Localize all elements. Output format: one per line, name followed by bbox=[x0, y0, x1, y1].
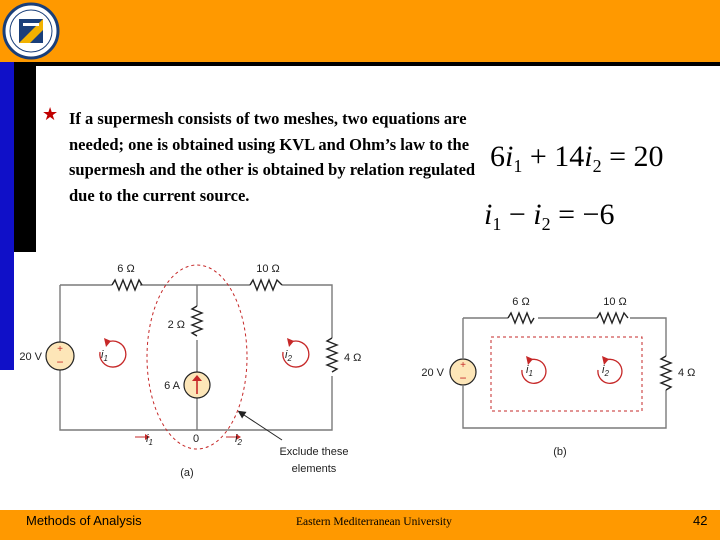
page-number: 42 bbox=[693, 513, 708, 528]
label-4ohm-b: 4 Ω bbox=[678, 367, 696, 379]
annotation-line1: Exclude these bbox=[279, 446, 349, 458]
eq1-var2: i bbox=[584, 140, 593, 173]
label-6ohm-b: 6 Ω bbox=[512, 296, 530, 308]
eq2-var2: i bbox=[533, 198, 542, 231]
label-i1-b-sub: 1 bbox=[528, 369, 533, 378]
svg-text:+: + bbox=[57, 344, 63, 355]
eq2-sub2: 2 bbox=[541, 214, 551, 234]
eq2-var1: i bbox=[484, 198, 493, 231]
left-shadow-bar bbox=[14, 66, 36, 260]
star-bullet-icon: ★ bbox=[42, 104, 59, 124]
bullet-text: If a supermesh consists of two meshes, two equations are needed; one is obtained using KVL and Ohm’s law to the supermesh and the other is obtained by relation regulated due to the current source. bbox=[69, 109, 476, 205]
label-i1-a-sub: 1 bbox=[103, 354, 108, 363]
footer-center-text: Eastern Mediterranean University bbox=[296, 516, 452, 528]
label-6ohm-a: 6 Ω bbox=[117, 263, 135, 275]
eq1-rhs: = 20 bbox=[601, 140, 664, 173]
label-i1-a: i bbox=[101, 349, 104, 361]
label-bottom-i2: i bbox=[235, 433, 238, 445]
label-10ohm-a: 10 Ω bbox=[256, 263, 280, 275]
label-10ohm-b: 10 Ω bbox=[603, 296, 627, 308]
svg-text:−: − bbox=[459, 371, 467, 385]
label-2ohm-a: 2 Ω bbox=[167, 319, 185, 331]
left-accent-bar bbox=[0, 62, 14, 370]
equation-2 bbox=[484, 198, 614, 235]
label-20v-b: 20 V bbox=[421, 367, 444, 379]
eq1-sub2: 2 bbox=[592, 156, 602, 176]
eq2-sub1: 1 bbox=[492, 214, 502, 234]
eq1-sub1: 1 bbox=[513, 156, 523, 176]
eq1-coef2: 14 bbox=[554, 140, 585, 173]
equation-1 bbox=[490, 140, 664, 177]
label-node-0: 0 bbox=[193, 433, 200, 445]
label-i2-a: i bbox=[285, 349, 288, 361]
label-i2-b-sub: 2 bbox=[604, 369, 609, 378]
label-bottom-i1-sub: 1 bbox=[148, 438, 153, 447]
label-6a: 6 A bbox=[164, 380, 180, 392]
label-i2-b: i bbox=[602, 364, 605, 376]
header-bar bbox=[0, 0, 720, 62]
annotation-line2: elements bbox=[291, 463, 337, 475]
footer-left-text: Methods of Analysis bbox=[26, 513, 142, 528]
eq1-coef1: 6 bbox=[490, 140, 505, 173]
svg-text:+: + bbox=[460, 360, 466, 371]
caption-a: (a) bbox=[180, 467, 194, 479]
caption-b: (b) bbox=[553, 446, 567, 458]
label-i2-a-sub: 2 bbox=[287, 354, 292, 363]
label-i1-b: i bbox=[526, 364, 529, 376]
eq1-op: + bbox=[522, 140, 555, 173]
svg-text:−: − bbox=[56, 355, 64, 369]
eq2-rhs: = −6 bbox=[550, 198, 615, 231]
label-bottom-i1: i bbox=[146, 433, 149, 445]
title-divider bbox=[14, 62, 720, 66]
circuit-figure bbox=[14, 252, 720, 510]
label-4ohm-a: 4 Ω bbox=[344, 352, 362, 364]
label-bottom-i2-sub: 2 bbox=[237, 438, 242, 447]
university-logo bbox=[2, 2, 60, 60]
eq1-var1: i bbox=[505, 140, 514, 173]
eq2-op: − bbox=[501, 198, 534, 231]
label-20v-a: 20 V bbox=[19, 351, 42, 363]
